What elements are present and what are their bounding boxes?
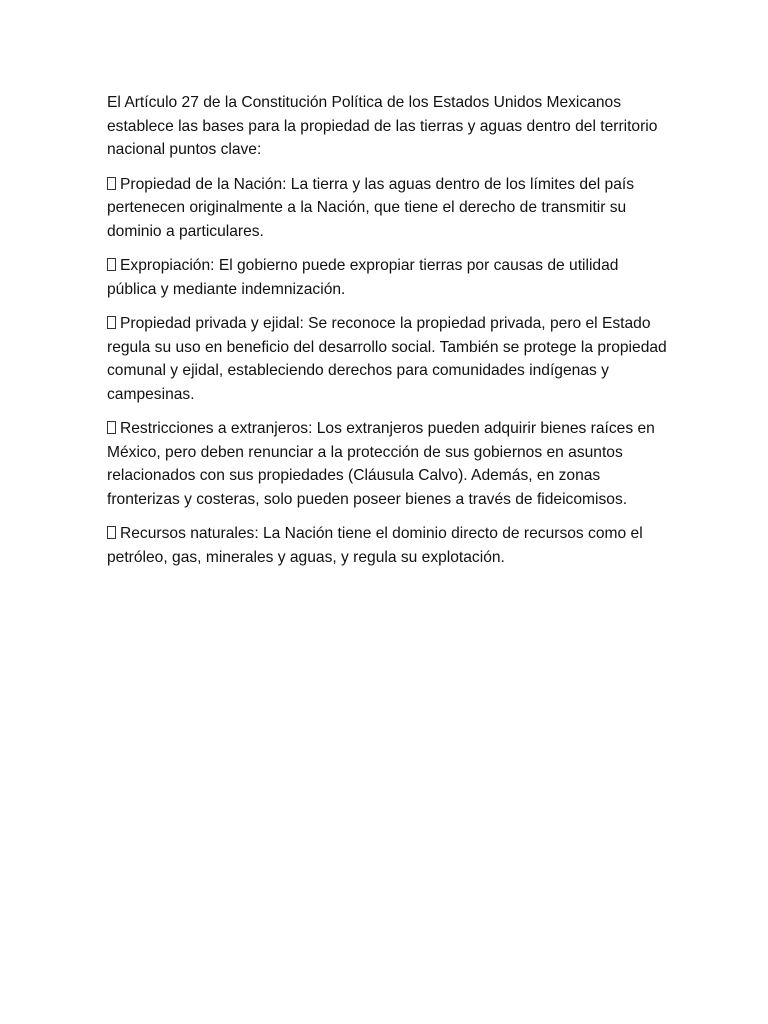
missing-glyph-box-icon [107,526,116,539]
point-paragraph [107,173,667,244]
missing-glyph-box-icon [107,421,116,434]
missing-glyph-box-icon [107,177,116,190]
point-text: Restricciones a extranjeros: Los extranjeros pueden adquirir bienes raíces en México, pero deben renunciar a la protección de sus gobiernos en asuntos relacionados con sus propiedades (Cláusula Calvo). Además, en zonas fronterizas y costeras, solo pueden poseer bienes a través de fideicomisos. [107,420,655,508]
document-body [107,91,667,580]
point-paragraph [107,522,667,569]
intro-paragraph: El Artículo 27 de la Constitución Política de los Estados Unidos Mexicanos establece las bases para la propiedad de las tierras y aguas dentro del territorio nacional puntos clave: [107,94,658,158]
missing-glyph-box-icon [107,258,116,271]
point-paragraph [107,254,667,301]
point-text: Propiedad privada y ejidal: Se reconoce la propiedad privada, pero el Estado regula su uso en beneficio del desarrollo social. También se protege la propiedad comunal y ejidal, estableciendo derechos para comunidades indígenas y campesinas. [107,315,667,403]
point-paragraph [107,312,667,406]
point-text: Propiedad de la Nación: La tierra y las aguas dentro de los límites del país pertenecen originalmente a la Nación, que tiene el derecho de transmitir su dominio a particulares. [107,175,635,240]
point-text: Recursos naturales: La Nación tiene el dominio directo de recursos como el petróleo, gas, minerales y aguas, y regula su explotación. [107,525,643,566]
point-paragraph [107,417,667,511]
point-text: Expropiación: El gobierno puede expropiar tierras por causas de utilidad pública y mediante indemnización. [107,257,619,298]
missing-glyph-box-icon [107,316,116,329]
